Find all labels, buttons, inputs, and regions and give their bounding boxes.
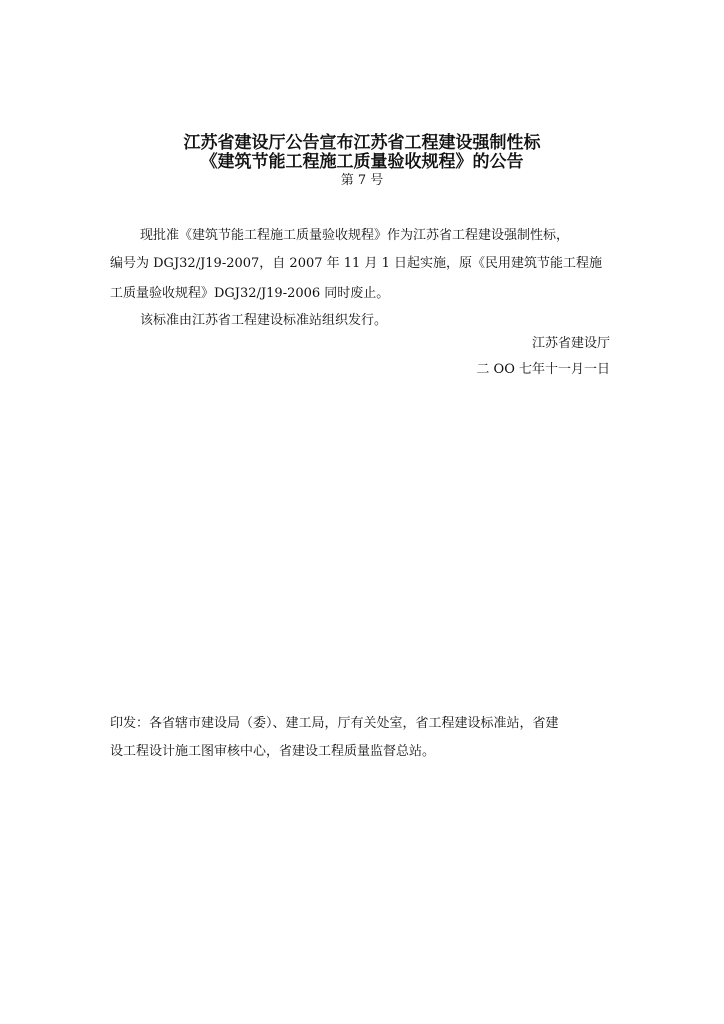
document-number: 第 7 号 xyxy=(340,173,384,188)
title-line-2: 《建筑节能工程施工质量验收规程》的公告 xyxy=(200,152,524,172)
paragraph-1-line-2: 编号为 DGJ32/J19-2007，自 2007 年 11 月 1 日起实施，原《民用建筑节能工程施 xyxy=(110,256,602,271)
paragraph-1-line-1: 现批准《建筑节能工程施工质量验收规程》作为江苏省工程建设强制性标， xyxy=(140,228,570,243)
paragraph-2: 该标准由江苏省工程建设标准站组织发行。 xyxy=(140,313,388,328)
paragraph-1-line-3: 工质量验收规程》DGJ32/J19-2006 同时废止。 xyxy=(110,286,390,301)
distribution-line-2: 设工程设计施工图审核中心，省建设工程质量监督总站。 xyxy=(110,744,436,759)
issuer-signature: 江苏省建设厅 xyxy=(531,336,610,351)
title-line-1: 江苏省建设厅公告宣布江苏省工程建设强制性标 xyxy=(183,133,541,153)
issue-date: 二 OO 七年十一月一日 xyxy=(476,362,610,377)
distribution-line-1: 印发：各省辖市建设局（委）、建工局，厅有关处室，省工程建设标准站，省建 xyxy=(110,716,559,731)
